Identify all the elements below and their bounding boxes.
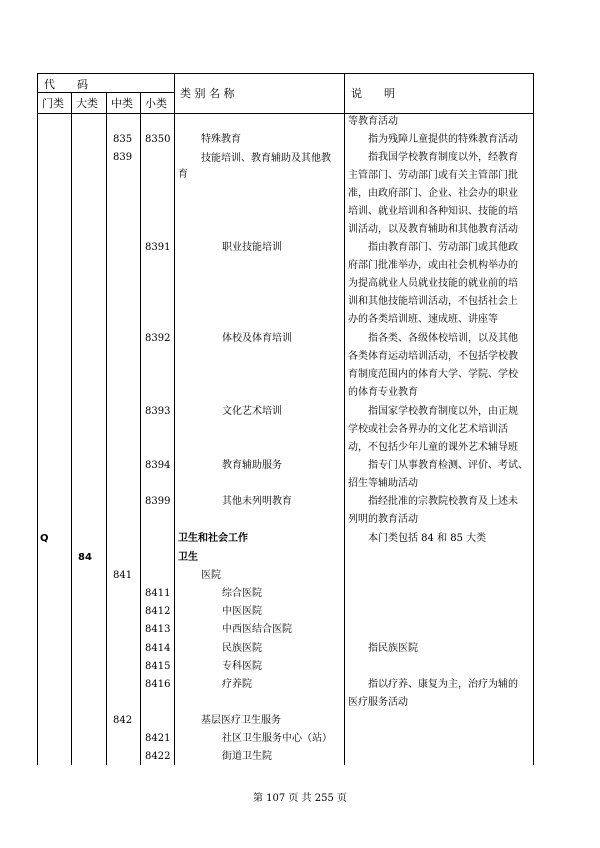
table-top-border [37, 73, 534, 74]
category-name: 基层医疗卫生服务 [201, 715, 281, 726]
column-divider-da-zhong [106, 92, 107, 765]
category-name: 疗养院 [222, 679, 252, 690]
xiao-code: 8422 [145, 751, 171, 762]
xiao-code: 8421 [145, 733, 171, 744]
category-name: 职业技能培训 [222, 242, 282, 253]
category-name: 中医医院 [222, 606, 262, 617]
xiao-code: 8394 [145, 460, 171, 471]
column-divider-name-desc [344, 73, 345, 765]
column-divider-left [37, 73, 38, 765]
header-zhong: 中类 [111, 97, 133, 110]
category-name: 社区卫生服务中心（站） [222, 733, 332, 744]
row-description: 指国家学校教育制度以外，由正规 学校或社会各界办的文化艺术培训活 动，不包括少年儿童的课外艺术辅导班 [348, 406, 518, 453]
category-name: 文化艺术培训 [222, 406, 282, 417]
xiao-code: 8413 [145, 624, 171, 635]
row-description: 指由教育部门、劳动部门或其他政 府部门批准举办，或由社会机构举办的 为提高就业人员就业技能的就业前的培 训和其他技能培训活动，不包括社会上 办的各类培训班、速成班、讲座等 [348, 242, 518, 325]
category-name: 医院 [201, 570, 221, 581]
category-name: 民族医院 [222, 643, 262, 654]
row-description: 指专门从事教育检测、评价、考试、 招生等辅助活动 [348, 460, 528, 489]
row-description: 本门类包括 84 和 85 大类 [348, 533, 487, 544]
row-description: 指以疗养、康复为主，治疗为辅的 医疗服务活动 [348, 679, 518, 708]
header-category-name: 类 别 名 称 [180, 87, 235, 100]
xiao-code: 8415 [145, 661, 171, 672]
page-number-footer: 第 107 页 共 255 页 [252, 793, 348, 804]
xiao-code: 8412 [145, 606, 171, 617]
men-code: Q [40, 533, 49, 544]
xiao-code: 8393 [145, 406, 171, 417]
xiao-code: 8391 [145, 242, 171, 253]
row-description: 指民族医院 [348, 643, 418, 654]
category-name: 卫生和社会工作 [178, 533, 248, 544]
category-name: 卫生 [178, 552, 198, 563]
zhong-code: 835 [113, 134, 133, 145]
row-description: 等教育活动 [348, 116, 398, 127]
column-divider-men-da [71, 92, 72, 765]
category-name: 中西医结合医院 [222, 624, 292, 635]
column-divider-right [533, 73, 534, 765]
category-name: 其他未列明教育 [222, 496, 292, 507]
category-name: 教育辅助服务 [222, 460, 282, 471]
header-men: 门类 [42, 97, 64, 110]
zhong-code: 841 [113, 570, 133, 581]
xiao-code: 8350 [145, 134, 171, 145]
category-name: 综合医院 [222, 588, 262, 599]
category-name: 体校及体育培训 [222, 333, 292, 344]
column-divider-zhong-xiao [140, 92, 141, 765]
zhong-code: 842 [113, 715, 133, 726]
xiao-code: 8411 [145, 588, 171, 599]
category-name: 街道卫生院 [222, 751, 272, 762]
row-description: 指经批准的宗教院校教育及上述未 列明的教育活动 [348, 496, 518, 525]
xiao-code: 8399 [145, 496, 171, 507]
header-code: 代 码 [44, 78, 88, 91]
row-description: 指为残障儿童提供的特殊教育活动 [348, 134, 518, 145]
xiao-code: 8414 [145, 643, 171, 654]
column-divider-xiao-name [174, 73, 175, 765]
xiao-code: 8392 [145, 333, 171, 344]
header-xiao: 小类 [145, 97, 167, 110]
da-code: 84 [78, 552, 92, 563]
category-name: 专科医院 [222, 661, 262, 672]
category-name: 特殊教育 [201, 134, 241, 145]
xiao-code: 8416 [145, 679, 171, 690]
zhong-code: 839 [113, 152, 133, 163]
row-description: 指各类、各级体校培训，以及其他 各类体育运动培训活动，不包括学校教 育制度范围内的体育大学、学院、学校 的体育专业教育 [348, 333, 518, 398]
row-description: 指我国学校教育制度以外，经教育 主管部门、劳动部门或有关主管部门批 准，由政府部门、企业、社会办的职业 培训、就业培训和各种知识、技能的培 训活动，以及教育辅助和其他教育活动 [348, 152, 518, 235]
header-explanation: 说 明 [351, 87, 395, 100]
header-da: 大类 [76, 97, 98, 110]
category-name: 技能培训、教育辅助及其他教 育 [178, 153, 331, 180]
